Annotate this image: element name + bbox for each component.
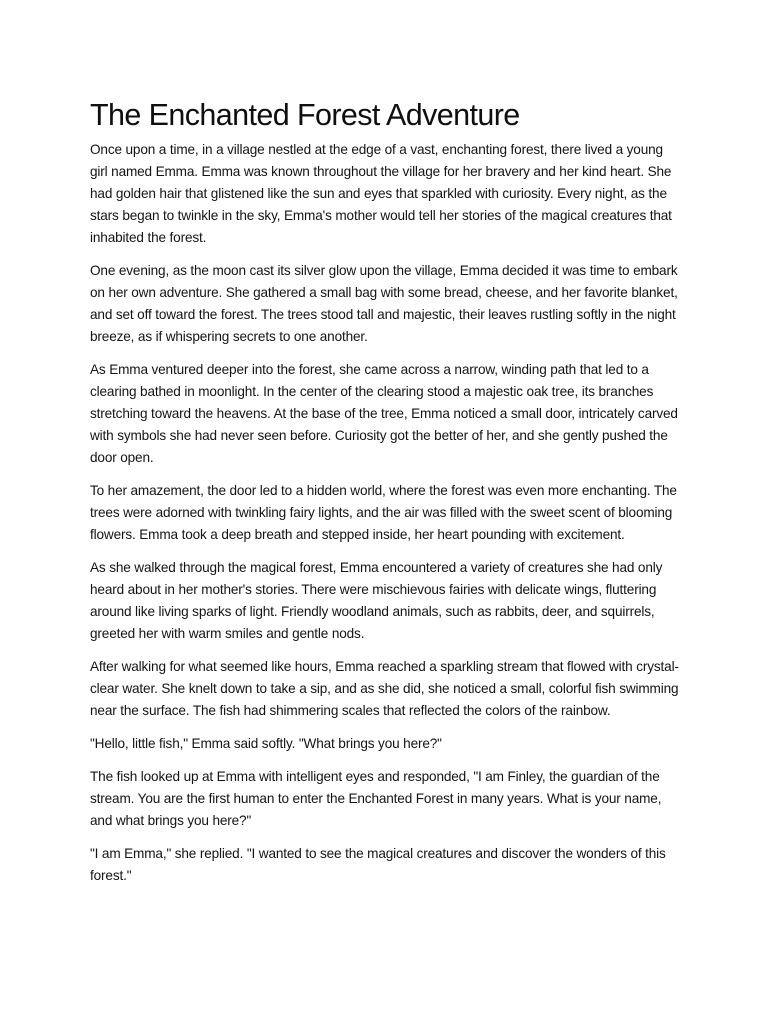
paragraph-7: "Hello, little fish," Emma said softly. "What brings you here?" xyxy=(90,736,442,751)
paragraph-6: After walking for what seemed like hours, Emma reached a sparkling stream that flowed with crystal-clear water. She knelt down to take a sip, and as she did, she noticed a small, colorful fish swimming near the surface. The fish had shimmering scales that reflected the colors of the rainbow. xyxy=(90,659,679,718)
document-title: The Enchanted Forest Adventure xyxy=(90,98,520,132)
paragraph-5: As she walked through the magical forest, Emma encountered a variety of creatures she had only heard about in her mother's stories. There were mischievous fairies with delicate wings, fluttering around like living sparks of light. Friendly woodland animals, such as rabbits, deer, and squirrels, greeted her with warm smiles and gentle nods. xyxy=(90,560,663,641)
paragraph-8: The fish looked up at Emma with intelligent eyes and responded, "I am Finley, the guardian of the stream. You are the first human to enter the Enchanted Forest in many years. What is your name, and what brings you here?" xyxy=(90,769,662,828)
document-page xyxy=(90,96,680,898)
paragraph-9: "I am Emma," she replied. "I wanted to see the magical creatures and discover the wonders of this forest." xyxy=(90,846,666,883)
paragraph-1: Once upon a time, in a village nestled at the edge of a vast, enchanting forest, there lived a young girl named Emma. Emma was known throughout the village for her bravery and her kind heart. She had golden hair that glistened like the sun and eyes that sparkled with curiosity. Every night, as the stars began to twinkle in the sky, Emma's mother would tell her stories of the magical creatures that inhabited the forest. xyxy=(90,142,672,245)
paragraph-2: One evening, as the moon cast its silver glow upon the village, Emma decided it was time to embark on her own adventure. She gathered a small bag with some bread, cheese, and her favorite blanket, and set off toward the forest. The trees stood tall and majestic, their leaves rustling softly in the night breeze, as if whispering secrets to one another. xyxy=(90,263,678,344)
paragraph-4: To her amazement, the door led to a hidden world, where the forest was even more enchanting. The trees were adorned with twinkling fairy lights, and the air was filled with the sweet scent of blooming flowers. Emma took a deep breath and stepped inside, her heart pounding with excitement. xyxy=(90,483,677,542)
paragraph-3: As Emma ventured deeper into the forest, she came across a narrow, winding path that led to a clearing bathed in moonlight. In the center of the clearing stood a majestic oak tree, its branches stretching toward the heavens. At the base of the tree, Emma noticed a small door, intricately carved with symbols she had never seen before. Curiosity got the better of her, and she gently pushed the door open. xyxy=(90,362,678,465)
